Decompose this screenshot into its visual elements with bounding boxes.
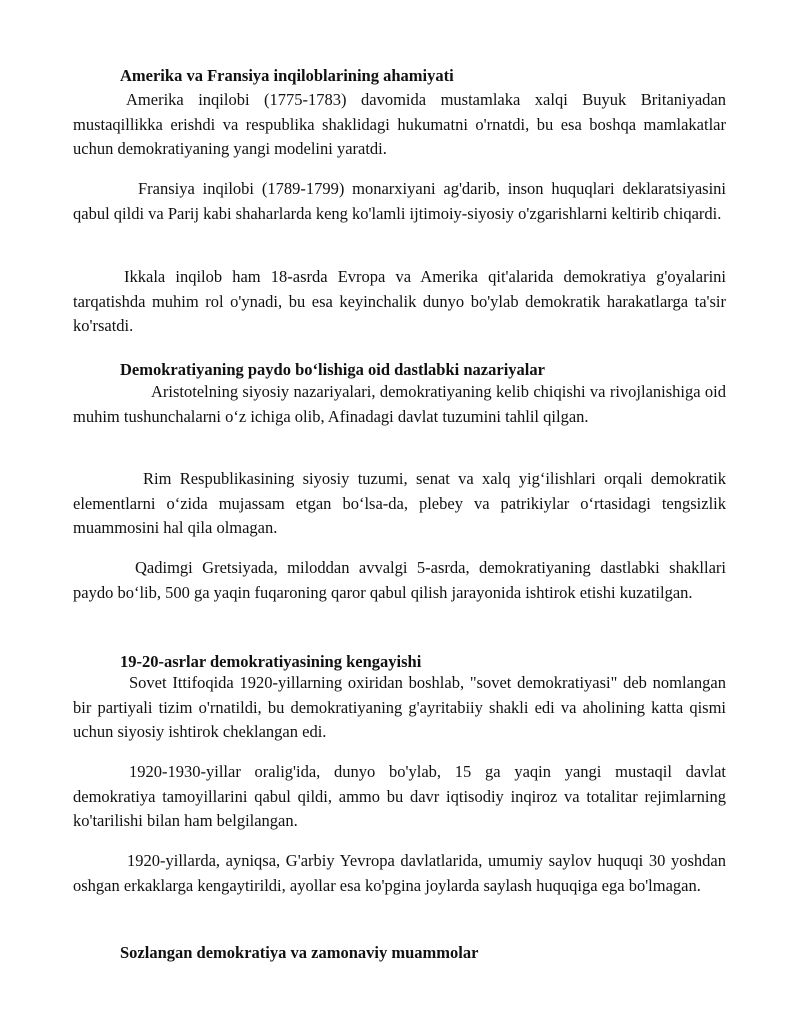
paragraph-1920-1930: 1920-1930-yillar oralig'ida, dunyo bo'ylab, 15 ga yaqin yangi mustaqil davlat demokratiya tamoyillarini qabul qildi, ammo bu davr iqtisodiy inqiroz va totalitar rejimlarning ko'tarilishi bilan ham belgilangan. [73,762,726,830]
paragraph-american-revolution: Amerika inqilobi (1775-1783) davomida mustamlaka xalqi Buyuk Britaniyadan mustaqillikka erishdi va respublika shaklidagi hukumatni o'rnatdi, bu esa boshqa mamlakatlar uchun demokratiyaning yangi modelini yaratdi. [73,90,726,158]
section-heading-modern-problems: Sozlangan demokratiya va zamonaviy muammolar [120,943,479,962]
paragraph-1920s-suffrage: 1920-yillarda, ayniqsa, G'arbiy Yevropa davlatlarida, umumiy saylov huquqi 30 yoshdan oshgan erkaklarga kengaytirildi, ayollar esa ko'pgina joylarda saylash huquqiga ega bo'lmagan. [73,851,726,895]
paragraph-ancient-greece: Qadimgi Gretsiyada, miloddan avvalgi 5-asrda, demokratiyaning dastlabki shakllari paydo bo‘lib, 500 ga yaqin fuqaroning qaror qabul qilish jarayonida ishtirok etishi kuzatilgan. [73,558,726,602]
paragraph-roman-republic: Rim Respublikasining siyosiy tuzumi, senat va xalq yig‘ilishlari orqali demokratik elementlarni o‘zida mujassam etgan bo‘lsa-da, plebey va patrikiylar o‘rtasidagi tengsizlik muammosini hal qila olmagan. [73,469,726,537]
section-heading-revolutions: Amerika va Fransiya inqiloblarining ahamiyati [120,66,454,85]
section-heading-expansion: 19-20-asrlar demokratiyasining kengayishi [120,652,422,671]
paragraph-both-revolutions: Ikkala inqilob ham 18-asrda Evropa va Amerika qit'alarida demokratiya g'oyalarini tarqatishda muhim rol o'ynadi, bu esa keyinchalik dunyo bo'ylab demokratik harakatlarga ta'sir ko'rsatdi. [73,267,726,335]
paragraph-soviet-union: Sovet Ittifoqida 1920-yillarning oxiridan boshlab, "sovet demokratiyasi" deb nomlangan bir partiyali tizim o'rnatildi, bu demokratiyaning g'ayritabiiy shakli edi va aholining katta qismi uchun siyosiy ishtirok cheklangan edi. [73,673,726,741]
section-heading-early-theories: Demokratiyaning paydo bo‘lishiga oid dastlabki nazariyalar [120,360,545,379]
paragraph-french-revolution: Fransiya inqilobi (1789-1799) monarxiyani ag'darib, inson huquqlari deklaratsiyasini qabul qildi va Parij kabi shaharlarda keng ko'lamli ijtimoiy-siyosiy o'zgarishlarni keltirib chiqardi. [73,179,726,223]
paragraph-aristotle: Aristotelning siyosiy nazariyalari, demokratiyaning kelib chiqishi va rivojlanishiga oid muhim tushunchalarni o‘z ichiga olib, Afinadagi davlat tuzumini tahlil qilgan. [73,382,726,426]
